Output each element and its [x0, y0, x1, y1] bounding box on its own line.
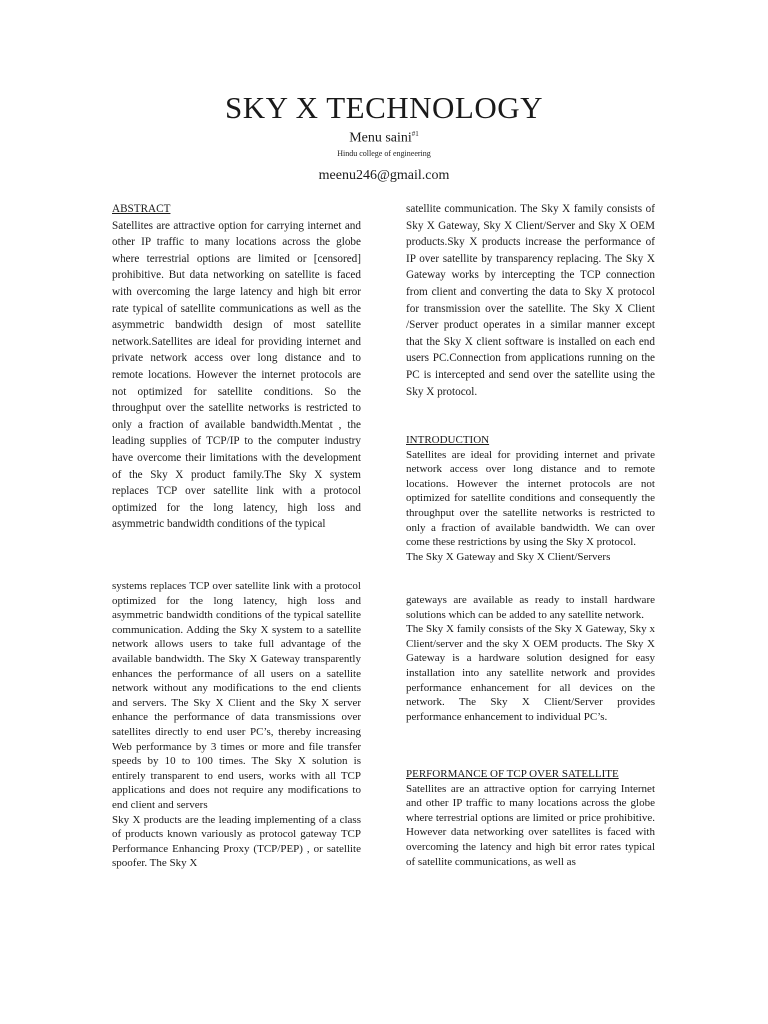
introduction-last-line: The Sky X Gateway and Sky X Client/Servers [406, 550, 611, 563]
right-lower-paragraph-1: gateways are available as ready to install hardware solutions which can be added to any satellite network. [406, 594, 655, 621]
introduction-section [406, 433, 655, 564]
right-upper-text: satellite communication. The Sky X family consists of Sky X Gateway, Sky X Client/Server and Sky X OEM products.Sky X products increase the performance of IP over satellite by transparency replacing. The Sky X Gateway works by intercepting the TCP connection from client and converting the data to Sky X protocol for transmission over the satellite. The Sky X Client /Server product operates in a similar manner except that the Sky X client software is installed on each end users PC.Connection from applications running on the PC is intercepted and send over the satellite using the Sky X protocol. [406, 203, 655, 398]
abstract-heading: ABSTRACT [112, 203, 171, 215]
performance-section [406, 767, 655, 869]
right-column-upper [406, 201, 655, 400]
left-lower-paragraph-1: systems replaces TCP over satellite link with a protocol optimized for the long latency, high loss and asymmetric bandwidth conditions of the typical satellite communication. Adding the Sky X system to a satellite network allows users to take full advantage of the available bandwidth. The Sky X Gateway transparently enhances the performance of all users on a satellite network without any modifications to the end clients and servers. The Sky X Client and the Sky X server enhance the performance of data transmissions over satellites directly to end user PC’s, thereby increasing Web performance by 3 times or more and file transfer speeds by 10 to 100 times. The Sky X solution is entirely transparent to end users, works with all TCP applications and does not require any modifications to end client and servers [112, 580, 361, 811]
performance-text: Satellites are an attractive option for carrying Internet and other IP traffic to many locations across the globe where terrestrial options are limited or price prohibitive. However data networking over satellites is faced with overcoming the latency and high bit error rates typical of satellite communications, as well as [406, 782, 655, 868]
introduction-heading: INTRODUCTION [406, 434, 490, 446]
right-lower-paragraph-2: The Sky X family consists of the Sky X Gateway, Sky x Client/server and the sky X OEM products. The Sky X Gateway is a hardware solution designed for easy installation into any satellite network and provides performance enhancement for all devices on the network. The Sky X Client/Server provides performance enhancement to individual PC’s. [406, 623, 655, 723]
author-email: meenu246@gmail.com [318, 168, 450, 183]
performance-heading: PERFORMANCE OF TCP OVER SATELLITE [406, 768, 619, 780]
abstract-section [112, 201, 361, 533]
author-name: Menu saini [349, 130, 412, 146]
introduction-text: Satellites are ideal for providing internet and private network access over long distance and to remote locations. However the internet protocols are not optimized for satellite conditions and consequently the throughput over the satellite networks is restricted to only a fraction of available bandwidth. We can over come these restrictions by using the Sky X protocol. [406, 448, 655, 549]
author-line [0, 130, 768, 147]
author-affiliation: Hindu college of engineering [337, 149, 431, 158]
left-lower-paragraph-2: Sky X products are the leading implementing of a class of products known variously as protocol gateway TCP Performance Enhancing Proxy (TCP/PEP) , or satellite spoofer. The Sky X [112, 813, 361, 870]
paper-title: SKY X TECHNOLOGY [225, 90, 543, 125]
author-affiliation-mark: #1 [411, 130, 419, 138]
left-column-lower [112, 579, 361, 871]
right-column-lower [406, 593, 655, 724]
abstract-text: Satellites are attractive option for carrying internet and other IP traffic to many locations across the globe where terrestrial options are limited or [censored] prohibitive. But data networking on satellite is faced with overcoming the large latency and high bit error rate typical of satellite communications as well as the asymmetric bandwidth design of most satellite network.Satellites are ideal for providing internet and private network access over long distance and to remote locations. However the internet protocols are not optimized for satellite conditions. So the throughput over the satellite networks is restricted to only a fraction of available bandwidth.Mentat , the leading supplies of TCP/IP to the computer industry have overcome their limitations with the development of the Sky X product family.The Sky X system replaces TCP over satellite link with a protocol optimized for the long latency, high loss and asymmetric bandwidth conditions of the typical [112, 219, 361, 531]
